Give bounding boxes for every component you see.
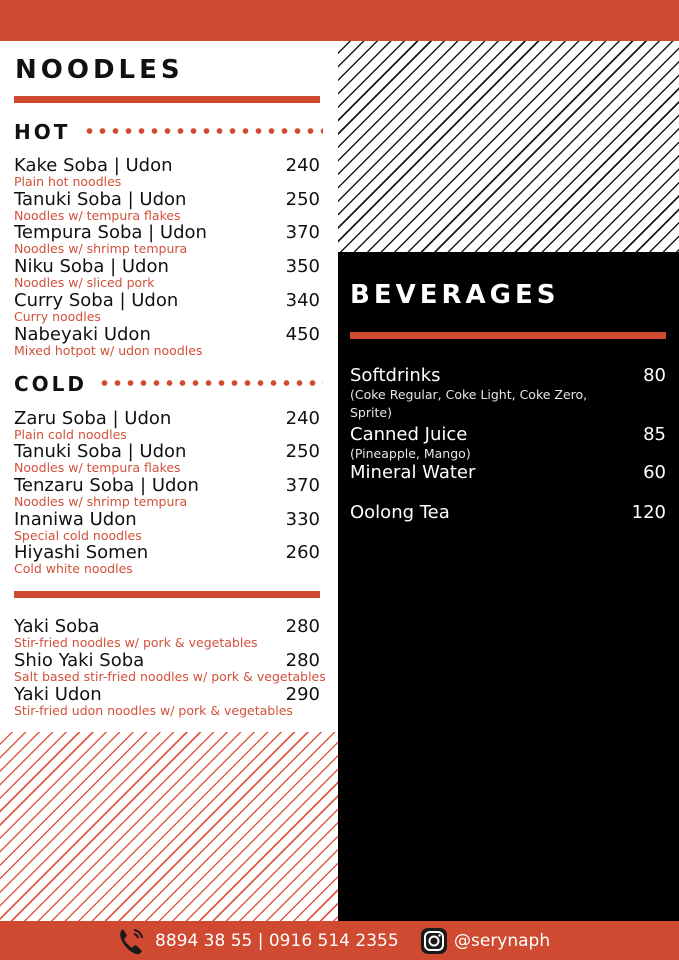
phone-numbers: 8894 38 55 | 0916 514 2355 [155,930,399,951]
item-description: Special cold noodles [14,528,142,543]
beverage-description: (Pineapple, Mango) [350,446,471,461]
item-description: Noodles w/ shrimp tempura [14,241,188,256]
hot-label: HOT [14,120,71,144]
item-price: 350 [285,256,320,277]
item-description: Plain hot noodles [14,174,122,189]
item-description: Cold white noodles [14,561,133,576]
footer-instagram [420,921,550,960]
instagram-handle: @serynaph [454,930,551,951]
fried-rule [14,591,320,598]
item-price: 250 [285,441,320,462]
hot-dotted-divider [83,128,323,134]
black-stripe-pattern [338,41,679,252]
item-description: Curry noodles [14,309,101,324]
item-name: Tempura Soba | Udon [14,222,207,243]
item-name: Curry Soba | Udon [14,290,179,311]
beverages-panel [338,252,679,921]
item-price: 450 [285,324,320,345]
item-name: Inaniwa Udon [14,509,137,530]
item-name: Hiyashi Somen [14,542,149,563]
item-name: Tenzaru Soba | Udon [14,475,199,496]
footer-phone [116,921,399,960]
item-price: 250 [285,189,320,210]
item-name: Yaki Udon [14,684,102,705]
red-stripe-pattern [0,732,338,921]
noodles-rule [14,96,320,103]
item-price: 370 [285,222,320,243]
item-name: Yaki Soba [14,616,100,637]
item-name: Nabeyaki Udon [14,324,151,345]
beverages-title: BEVERAGES [350,280,560,310]
item-price: 240 [285,408,320,429]
item-price: 330 [285,509,320,530]
item-price: 370 [285,475,320,496]
item-price: 290 [285,684,320,705]
item-price: 260 [285,542,320,563]
item-description: Mixed hotpot w/ udon noodles [14,343,203,358]
item-price: 340 [285,290,320,311]
beverage-name: Mineral Water [350,462,476,483]
item-name: Tanuki Soba | Udon [14,441,187,462]
item-name: Kake Soba | Udon [14,155,173,176]
item-price: 280 [285,616,320,637]
item-description: Noodles w/ sliced pork [14,275,155,290]
beverage-name: Softdrinks [350,365,441,386]
item-description: Stir-fried udon noodles w/ pork & vegetables [14,703,293,718]
beverage-price: 120 [631,502,666,523]
cold-dotted-divider [98,380,323,386]
item-description: Plain cold noodles [14,427,127,442]
instagram-icon [420,927,448,955]
beverage-description: (Coke Regular, Coke Light, Coke Zero, Sprite) [350,387,588,420]
item-price: 240 [285,155,320,176]
noodles-title: NOODLES [15,55,184,85]
item-description: Salt based stir-fried noodles w/ pork & vegetables [14,669,326,684]
item-price: 280 [285,650,320,671]
item-description: Noodles w/ shrimp tempura [14,494,188,509]
beverage-price: 80 [643,365,666,386]
item-description: Stir-fried noodles w/ pork & vegetables [14,635,258,650]
phone-icon [116,926,146,956]
beverage-name: Canned Juice [350,424,468,445]
item-name: Shio Yaki Soba [14,650,145,671]
item-description: Noodles w/ tempura flakes [14,208,181,223]
item-description: Noodles w/ tempura flakes [14,460,181,475]
beverage-name: Oolong Tea [350,502,450,523]
top-banner [0,0,679,41]
beverage-price: 85 [643,424,666,445]
beverages-rule [350,332,666,339]
item-name: Niku Soba | Udon [14,256,169,277]
cold-label: COLD [14,372,88,396]
item-name: Tanuki Soba | Udon [14,189,187,210]
beverage-price: 60 [643,462,666,483]
item-name: Zaru Soba | Udon [14,408,172,429]
